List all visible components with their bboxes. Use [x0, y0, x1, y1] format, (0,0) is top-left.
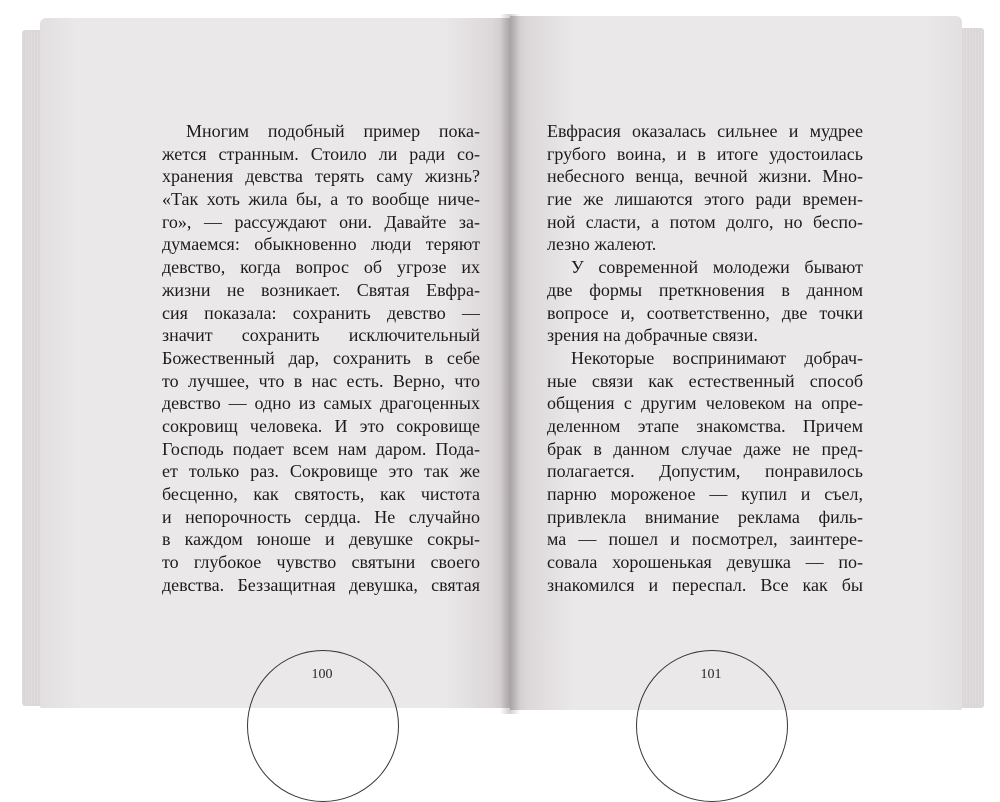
text-line: бесценно, как святость, как чистота [162, 484, 480, 504]
text-line: жизни не возникает. Святая Евфра- [162, 279, 480, 300]
text-line: Некоторые воспринимают добрач- [571, 347, 863, 368]
text-line: У современной молодежи бывают [571, 257, 863, 278]
text-line: сия показала: сохранить девство — [162, 302, 480, 323]
text-line: две формы преткновения в данном [547, 279, 863, 300]
text-line: думаемся: обыкновенно люди теряют [162, 234, 480, 255]
text-line: полагается. Допустим, понравилось [547, 461, 863, 482]
text-line: в каждом юноше и девушке сокры- [162, 529, 480, 550]
text-line: и непорочность сердца. Не случайно [162, 506, 480, 527]
text-line: то глубокое чувство святыни своего [162, 552, 480, 573]
text-line: деленном этапе знакомства. Причем [547, 415, 863, 436]
page-edges-right [960, 28, 984, 708]
page-number-left: 100 [311, 667, 333, 682]
text-line: жется странным. Стоило ли ради со- [162, 143, 480, 164]
text-line: вопросе и, соответственно, две точки [547, 302, 863, 323]
text-line: ет только раз. Сокровище это так же [162, 461, 480, 482]
text-line: девство — одно из самых драгоценных [162, 393, 480, 414]
text-line: го», — рассуждают они. Давайте за- [162, 211, 480, 232]
text-line: значит сохранить исключительный [162, 325, 480, 346]
text-line: девства. Беззащитная девушка, святая [162, 574, 480, 595]
text-line: Божественный дар, сохранить в себе [162, 347, 480, 368]
page-number-right: 101 [700, 667, 722, 682]
text-line: ные связи как естественный способ [547, 370, 863, 391]
text-line: Многим подобный пример пока- [186, 121, 480, 141]
text-line: знакомился и переспал. Все как бы [547, 574, 863, 595]
left-page-text [162, 120, 480, 596]
text-line: Господь подает всем нам даром. Пода- [162, 438, 480, 459]
text-line: то лучшее, что в нас есть. Верно, что [162, 370, 480, 391]
text-line: небесного венца, вечной жизни. Мно- [547, 166, 863, 187]
text-line: девство, когда вопрос об угрозе их [162, 257, 480, 278]
right-page-text [547, 120, 863, 596]
text-line: парню мороженое — купил и съел, [547, 484, 863, 504]
text-line: ма — пошел и посмотрел, заинтере- [547, 529, 863, 550]
text-line: хранения девства терять саму жизнь? [162, 166, 480, 187]
text-line: зрения на добрачные связи. [547, 325, 758, 346]
text-line: брак в данном случае даже не пред- [547, 438, 863, 459]
text-line: «Так хоть жила бы, а то вообще ниче- [162, 189, 480, 210]
text-line: гие же лишаются этого ради времен- [547, 189, 863, 210]
text-line: привлекла внимание реклама филь- [547, 506, 863, 527]
text-line: совала хорошенькая девушка — по- [547, 552, 863, 573]
text-line: грубого воина, и в итоге удостоилась [547, 143, 863, 164]
text-line: лезно жалеют. [547, 234, 657, 255]
text-line: ной сласти, а потом долго, но беспо- [547, 211, 863, 232]
text-line: сокровищ человека. И это сокровище [162, 415, 480, 436]
text-line: общения с другим человеком на опре- [547, 393, 863, 414]
text-line: Евфрасия оказалась сильнее и мудрее [547, 121, 863, 141]
